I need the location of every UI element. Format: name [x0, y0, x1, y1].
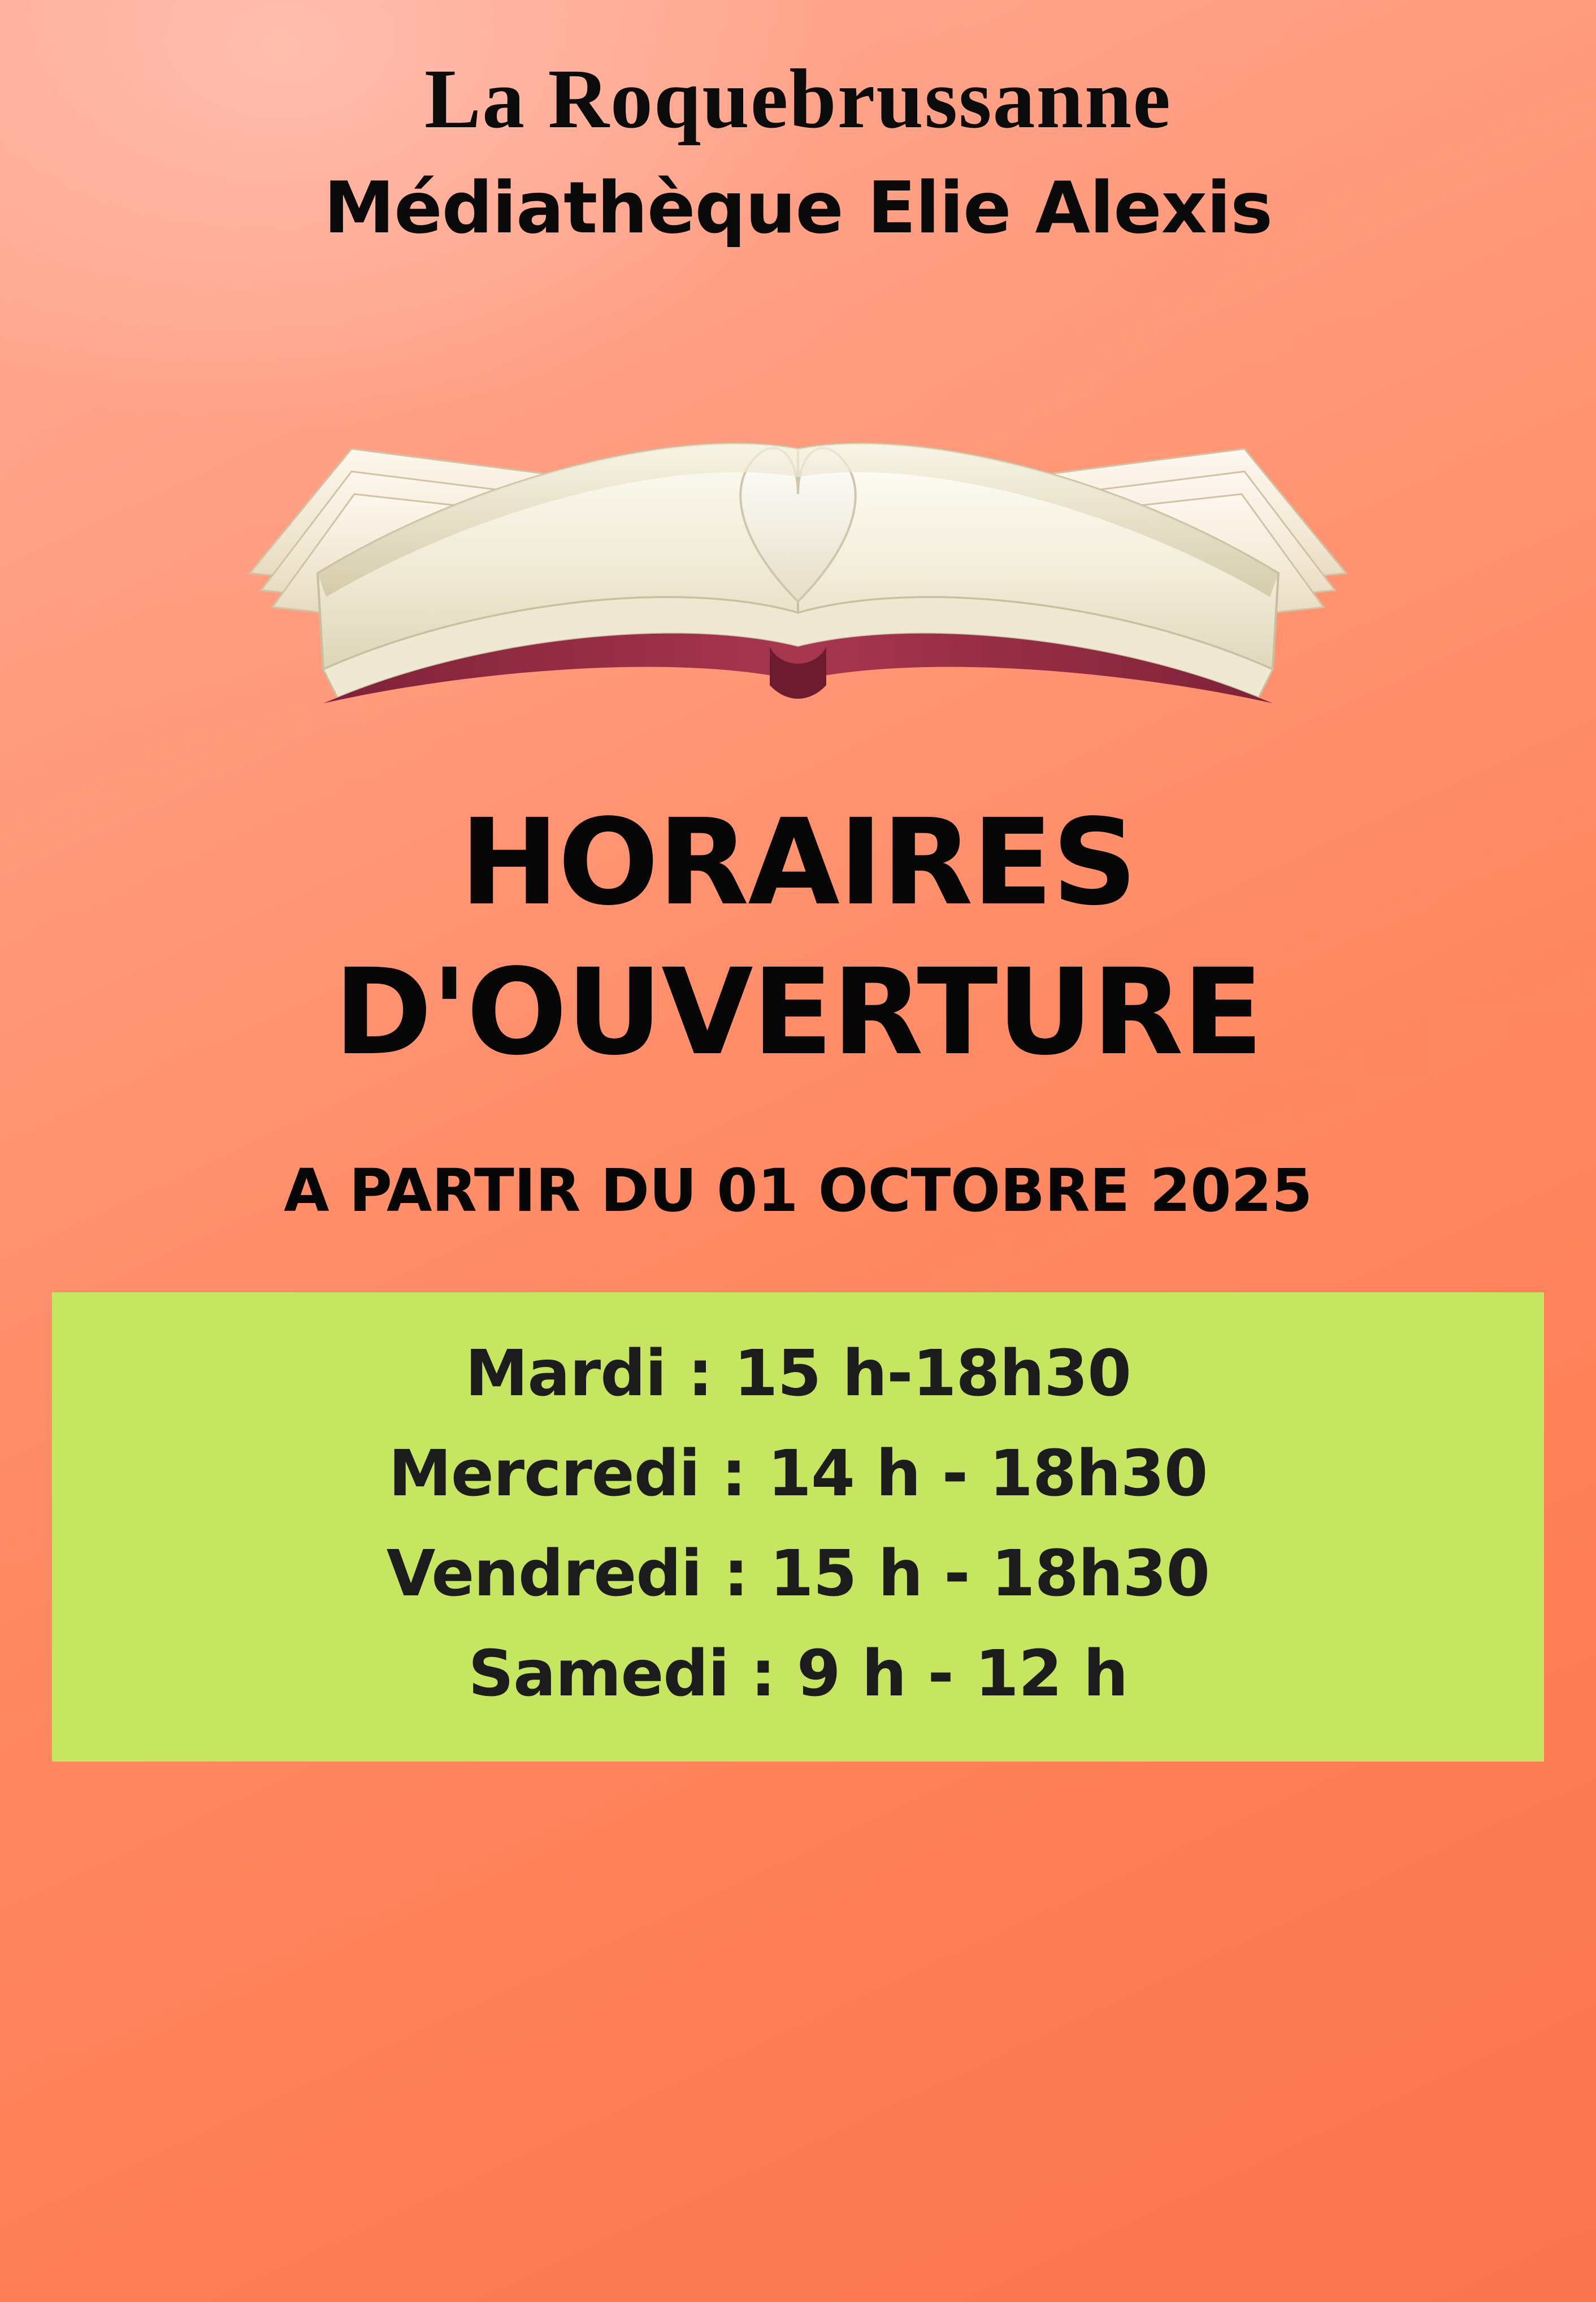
town-name-text: La Roquebrussanne — [424, 52, 1172, 146]
open-book-icon — [182, 308, 1414, 715]
opening-hours-box — [52, 1292, 1544, 1762]
effective-date: A PARTIR DU 01 OCTOBRE 2025 — [284, 1156, 1312, 1226]
page-title — [0, 788, 1596, 1087]
list-item: Vendredi : 15 h - 18h30 — [386, 1537, 1210, 1611]
open-book-image — [182, 308, 1414, 715]
library-name: Médiathèque Elie Alexis — [323, 166, 1273, 249]
list-item: Mercredi : 14 h - 18h30 — [388, 1436, 1208, 1511]
town-name — [0, 52, 1596, 146]
headline-line-2: D'OUVERTURE — [333, 942, 1263, 1081]
list-item: Mardi : 15 h-18h30 — [465, 1336, 1131, 1410]
headline-line-1: HORAIRES — [459, 793, 1137, 932]
list-item: Samedi : 9 h - 12 h — [468, 1637, 1128, 1711]
opening-hours-list — [52, 1324, 1544, 1724]
